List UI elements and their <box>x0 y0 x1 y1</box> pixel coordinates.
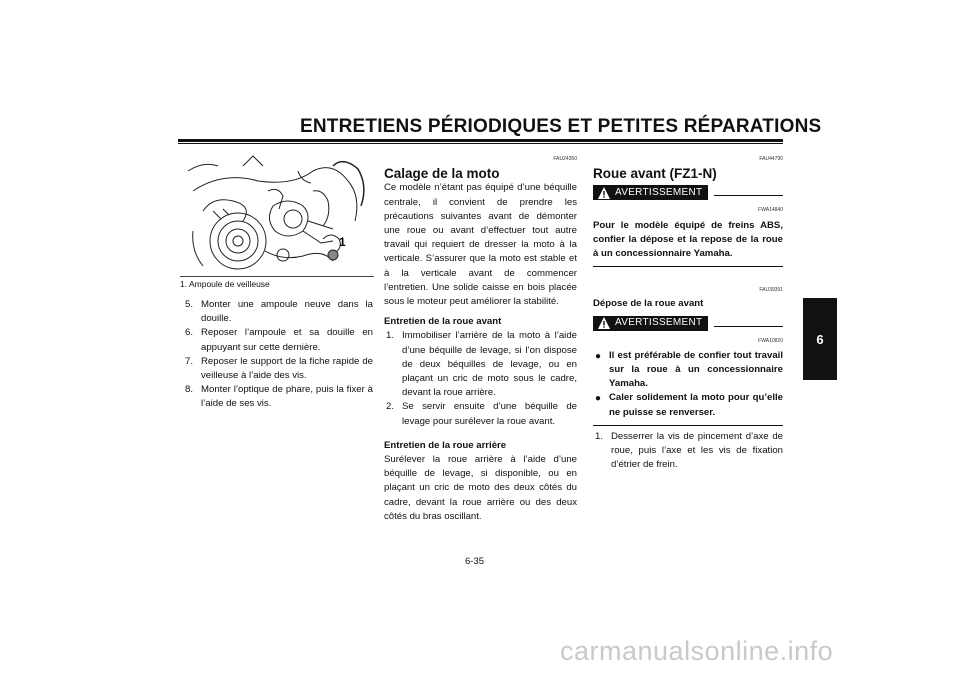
warning-header <box>593 185 783 200</box>
front-steps-list <box>384 329 577 428</box>
warning-icon <box>597 316 611 330</box>
section-code: FAU39391 <box>759 287 783 294</box>
intro-paragraph: Ce modèle n’étant pas équipé d’une béquille centrale, il convient de prendre les précautions suivantes avant de démonter une roue ou avant d’effectuer tout autre travail qui requiert de dresser la moto à la verticale. S’assurer que la moto est stable et à la verticale avant de commencer l’entretien. Une solide caisse en bois placée sous le moteur peut améliorer la stabilité. <box>384 182 577 308</box>
warning-bullets <box>593 349 783 420</box>
column-1 <box>183 298 373 412</box>
warning-icon <box>597 186 611 200</box>
column-2 <box>384 152 577 524</box>
warning-badge <box>593 185 708 200</box>
warning-code: FWA10820 <box>758 337 783 344</box>
header-rule-thin <box>178 143 783 144</box>
figure-caption: 1. Ampoule de veilleuse <box>180 279 270 289</box>
list-item: ● Caler solidement la moto pour qu’elle ne puisse se renverser. <box>595 392 783 418</box>
list-item: ● Il est préférable de confier tout travail sur la roue à un concessionnaire Yamaha. <box>595 349 783 390</box>
list-item: 2. Se servir ensuite d’une béquille de levage pour surélever la roue avant. <box>386 401 577 427</box>
warning-code: FWA14840 <box>758 207 783 214</box>
rear-paragraph: Surélever la roue arrière à l’aide d’une béquille de levage, si disponible, ou en plaçant un cric de moto des deux côtés du cadre, devant la roue arrière ou des deux côtés du bras oscillant. <box>384 454 577 522</box>
list-item: 1. Immobiliser l’arrière de la moto à l’aide d’une béquille de levage, si l’on dispose de deux béquilles de levage, ou en plaçant un cric de moto sous le cadre, devant la roue arrière. <box>386 330 577 399</box>
list-item: 1. Desserrer la vis de pincement d’axe de roue, puis l’axe et les vis de fixation d’étrier de frein. <box>595 430 783 471</box>
rear-wheel-heading: Entretien de la roue arrière <box>384 439 507 451</box>
front-wheel-heading: Entretien de la roue avant <box>384 316 502 328</box>
figure-callout: 1 <box>339 235 346 249</box>
figure-illustration <box>183 151 373 276</box>
section-title: Calage de la moto <box>384 166 500 182</box>
section-code: FAU24350 <box>553 156 577 162</box>
warning-rule <box>714 195 783 196</box>
steps-list <box>183 298 373 412</box>
chapter-tab: 6 <box>803 298 837 380</box>
warning-bottom-rule <box>593 425 783 426</box>
warning-badge <box>593 316 708 331</box>
warning-rule <box>714 326 783 327</box>
warning-bottom-rule <box>593 266 783 267</box>
page-title: ENTRETIENS PÉRIODIQUES ET PETITES RÉPARATIONS <box>300 116 822 137</box>
subsection-title: Dépose de la roue avant <box>593 298 704 310</box>
bullet-icon: ● <box>595 393 602 405</box>
list-item: 6. Reposer l’ampoule et sa douille en appuyant sur cette dernière. <box>185 327 373 353</box>
steps-list <box>593 430 783 473</box>
section-code: FAU44790 <box>759 156 783 162</box>
bullet-icon: ● <box>595 350 602 362</box>
section-title: Roue avant (FZ1-N) <box>593 166 717 182</box>
header-rule <box>178 139 783 142</box>
headlight-bulb-illustration <box>183 151 373 276</box>
warning-text: Pour le modèle équipé de freins ABS, confier la dépose et la repose de la roue à un concessionnaire Yamaha. <box>593 219 783 260</box>
figure-rule <box>180 276 374 277</box>
warning-header <box>593 316 783 331</box>
list-item: 5. Monter une ampoule neuve dans la douille. <box>185 299 373 325</box>
column-3 <box>593 152 783 472</box>
warning-label: AVERTISSEMENT <box>615 317 703 329</box>
page-number: 6-35 <box>465 556 485 567</box>
warning-label: AVERTISSEMENT <box>615 186 703 198</box>
watermark: carmanualsonline.info <box>560 636 834 666</box>
list-item: 8. Monter l’optique de phare, puis la fixer à l’aide de ses vis. <box>185 384 373 410</box>
list-item: 7. Reposer le support de la fiche rapide de veilleuse à l’aide des vis. <box>185 355 373 382</box>
